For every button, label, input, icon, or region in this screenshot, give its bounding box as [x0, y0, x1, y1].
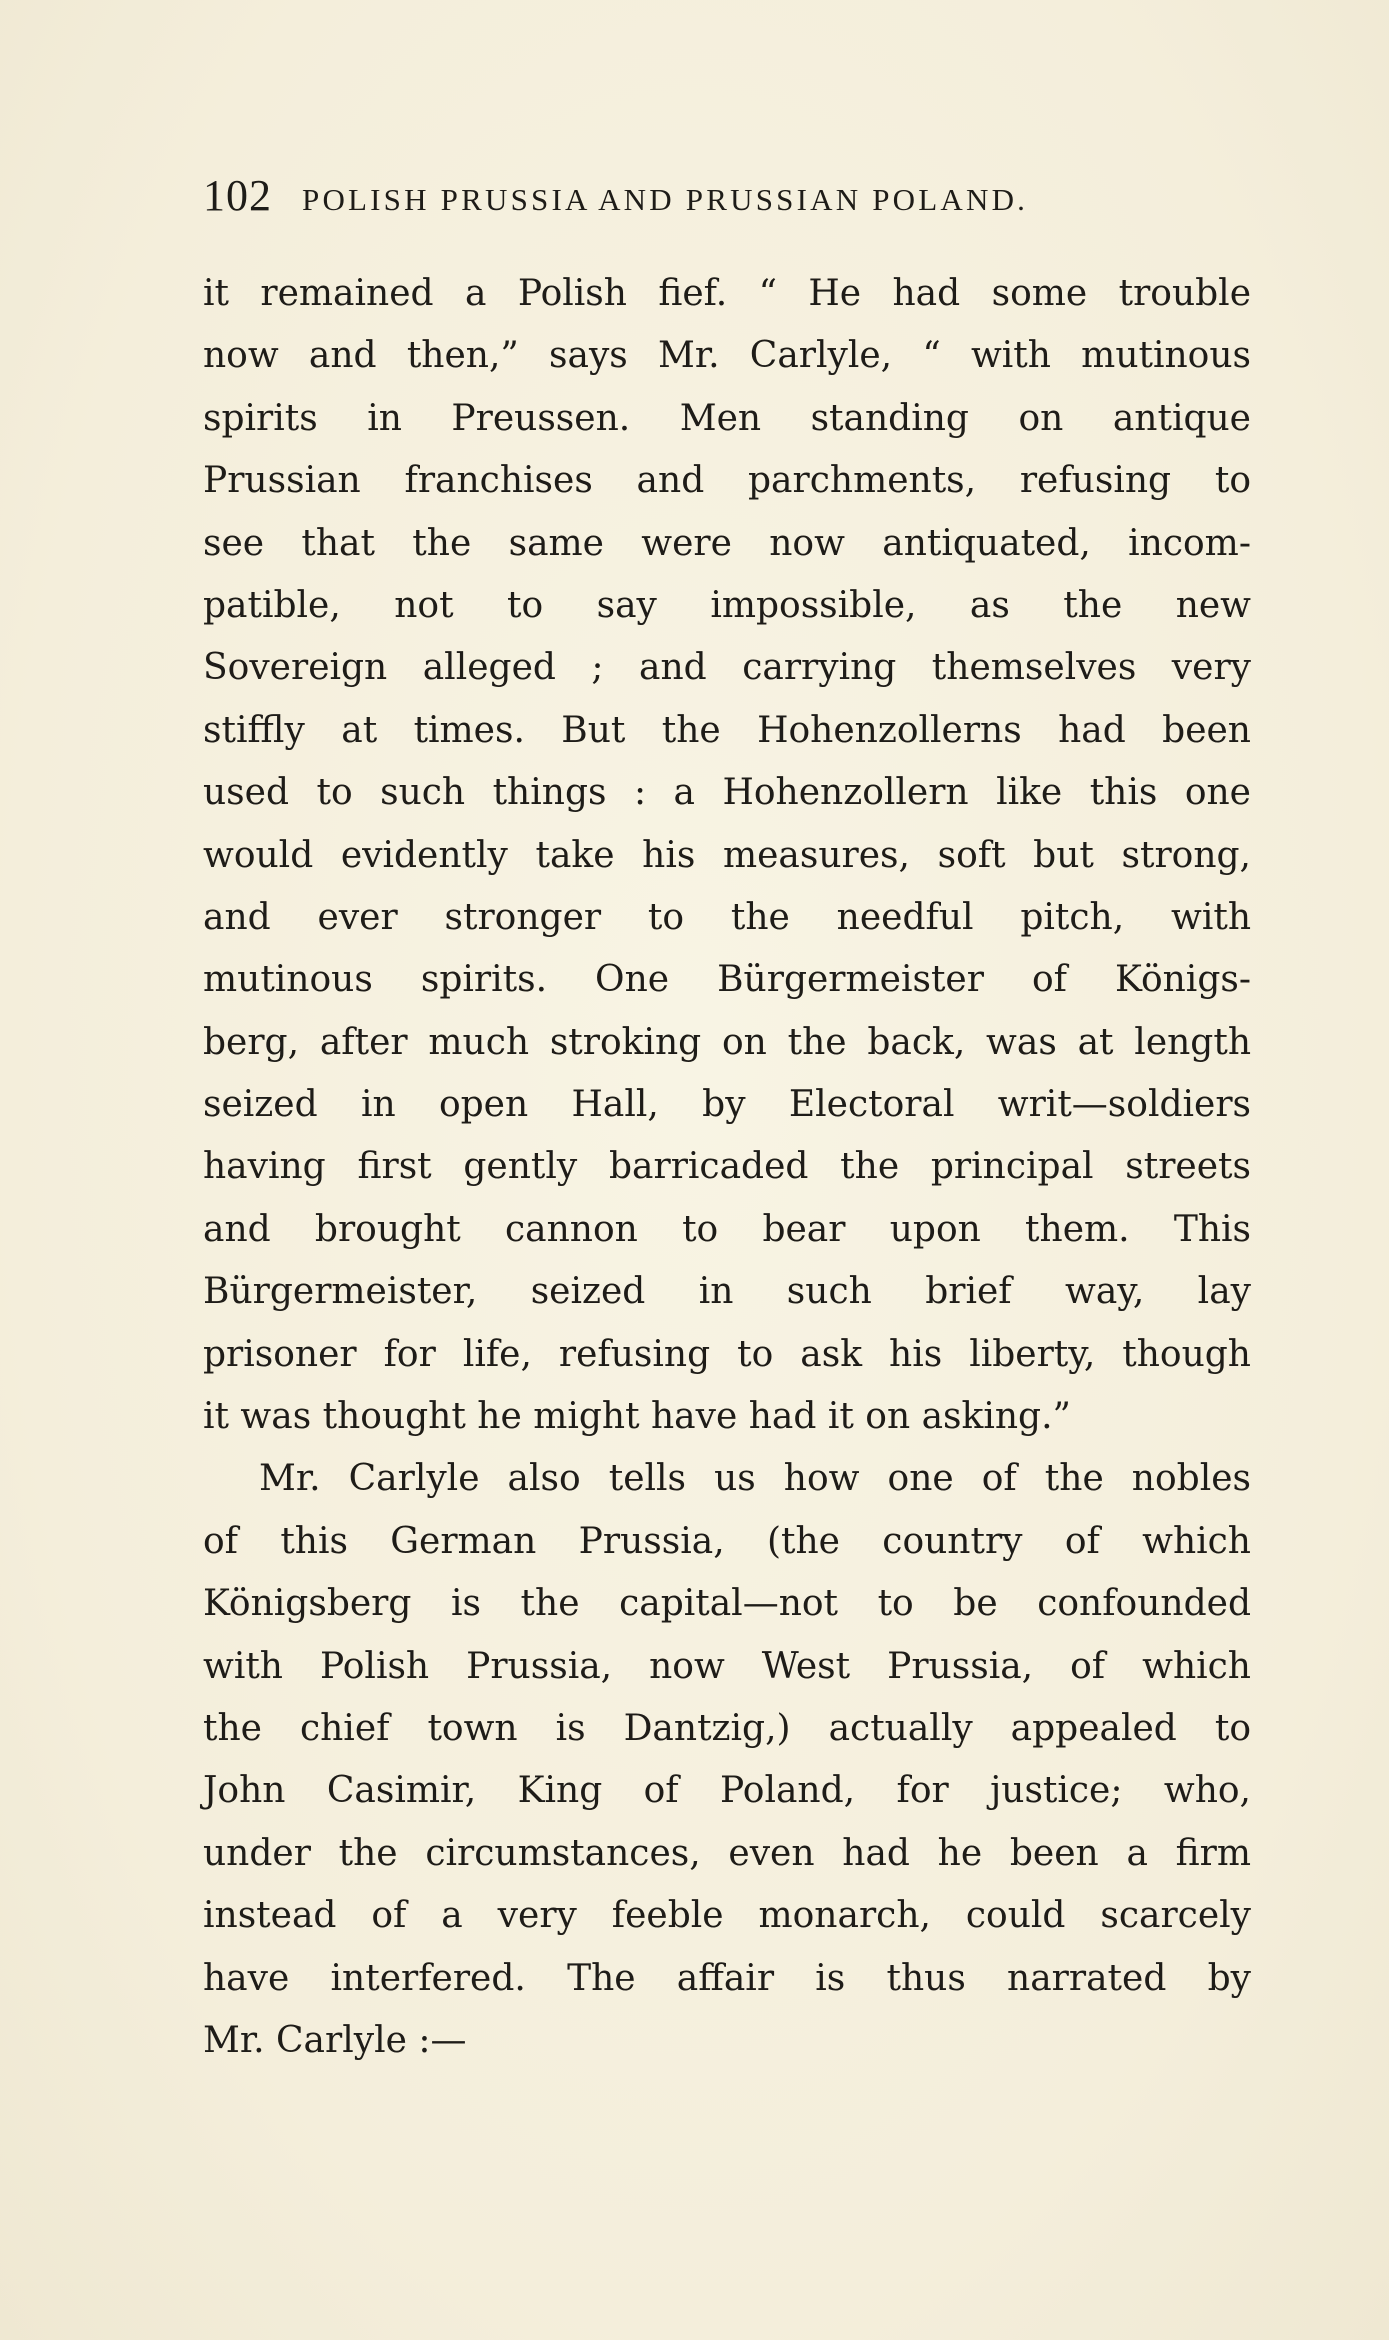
text-line: and ever stronger to the needful pitch, with: [203, 896, 1251, 938]
text-line: Mr. Carlyle also tells us how one of the nobles: [259, 1458, 1251, 1500]
running-head: [203, 170, 1233, 230]
text-line: Sovereign alleged ; and carrying themselves very: [203, 647, 1251, 689]
text-line: stiffly at times. But the Hohenzollerns had been: [203, 709, 1251, 751]
text-line: spirits in Preussen. Men standing on antique: [203, 397, 1251, 439]
text-line: with Polish Prussia, now West Prussia, of which: [203, 1645, 1251, 1687]
page-number: 102: [203, 171, 272, 220]
text-line: have interfered. The affair is thus narrated by: [203, 1957, 1251, 1999]
text-line: see that the same were now antiquated, incom-: [203, 522, 1251, 564]
text-line: instead of a very feeble monarch, could scarcely: [203, 1895, 1251, 1937]
text-line: prisoner for life, refusing to ask his liberty, though: [203, 1333, 1251, 1375]
text-line: Bürgermeister, seized in such brief way, lay: [203, 1271, 1251, 1313]
text-line: patible, not to say impossible, as the new: [203, 584, 1251, 626]
text-line: used to such things : a Hohenzollern like this one: [203, 772, 1251, 814]
text-line: of this German Prussia, (the country of which: [203, 1520, 1251, 1562]
text-line: it was thought he might have had it on asking.”: [203, 1396, 1071, 1438]
text-line: berg, after much stroking on the back, was at length: [203, 1021, 1251, 1063]
text-line: John Casimir, King of Poland, for justice; who,: [203, 1770, 1251, 1812]
body-text: [203, 263, 1251, 2072]
text-line: mutinous spirits. One Bürgermeister of Königs-: [203, 959, 1251, 1001]
text-line: Mr. Carlyle :—: [203, 2019, 467, 2061]
running-title: POLISH PRUSSIA AND PRUSSIAN POLAND.: [302, 182, 1029, 217]
text-line: would evidently take his measures, soft but strong,: [203, 834, 1251, 876]
text-line: seized in open Hall, by Electoral writ—soldiers: [203, 1084, 1251, 1126]
text-line: Prussian franchises and parchments, refusing to: [203, 460, 1251, 502]
text-line: it remained a Polish fief. “ He had some trouble: [203, 273, 1251, 314]
text-line: under the circumstances, even had he been a firm: [203, 1832, 1251, 1874]
text-line: and brought cannon to bear upon them. This: [203, 1208, 1251, 1250]
text-line: now and then,” says Mr. Carlyle, “ with mutinous: [203, 335, 1251, 377]
text-line: having first gently barricaded the principal streets: [203, 1146, 1251, 1188]
text-line: Königsberg is the capital—not to be confounded: [203, 1583, 1251, 1625]
text-line: the chief town is Dantzig,) actually appealed to: [203, 1707, 1251, 1749]
